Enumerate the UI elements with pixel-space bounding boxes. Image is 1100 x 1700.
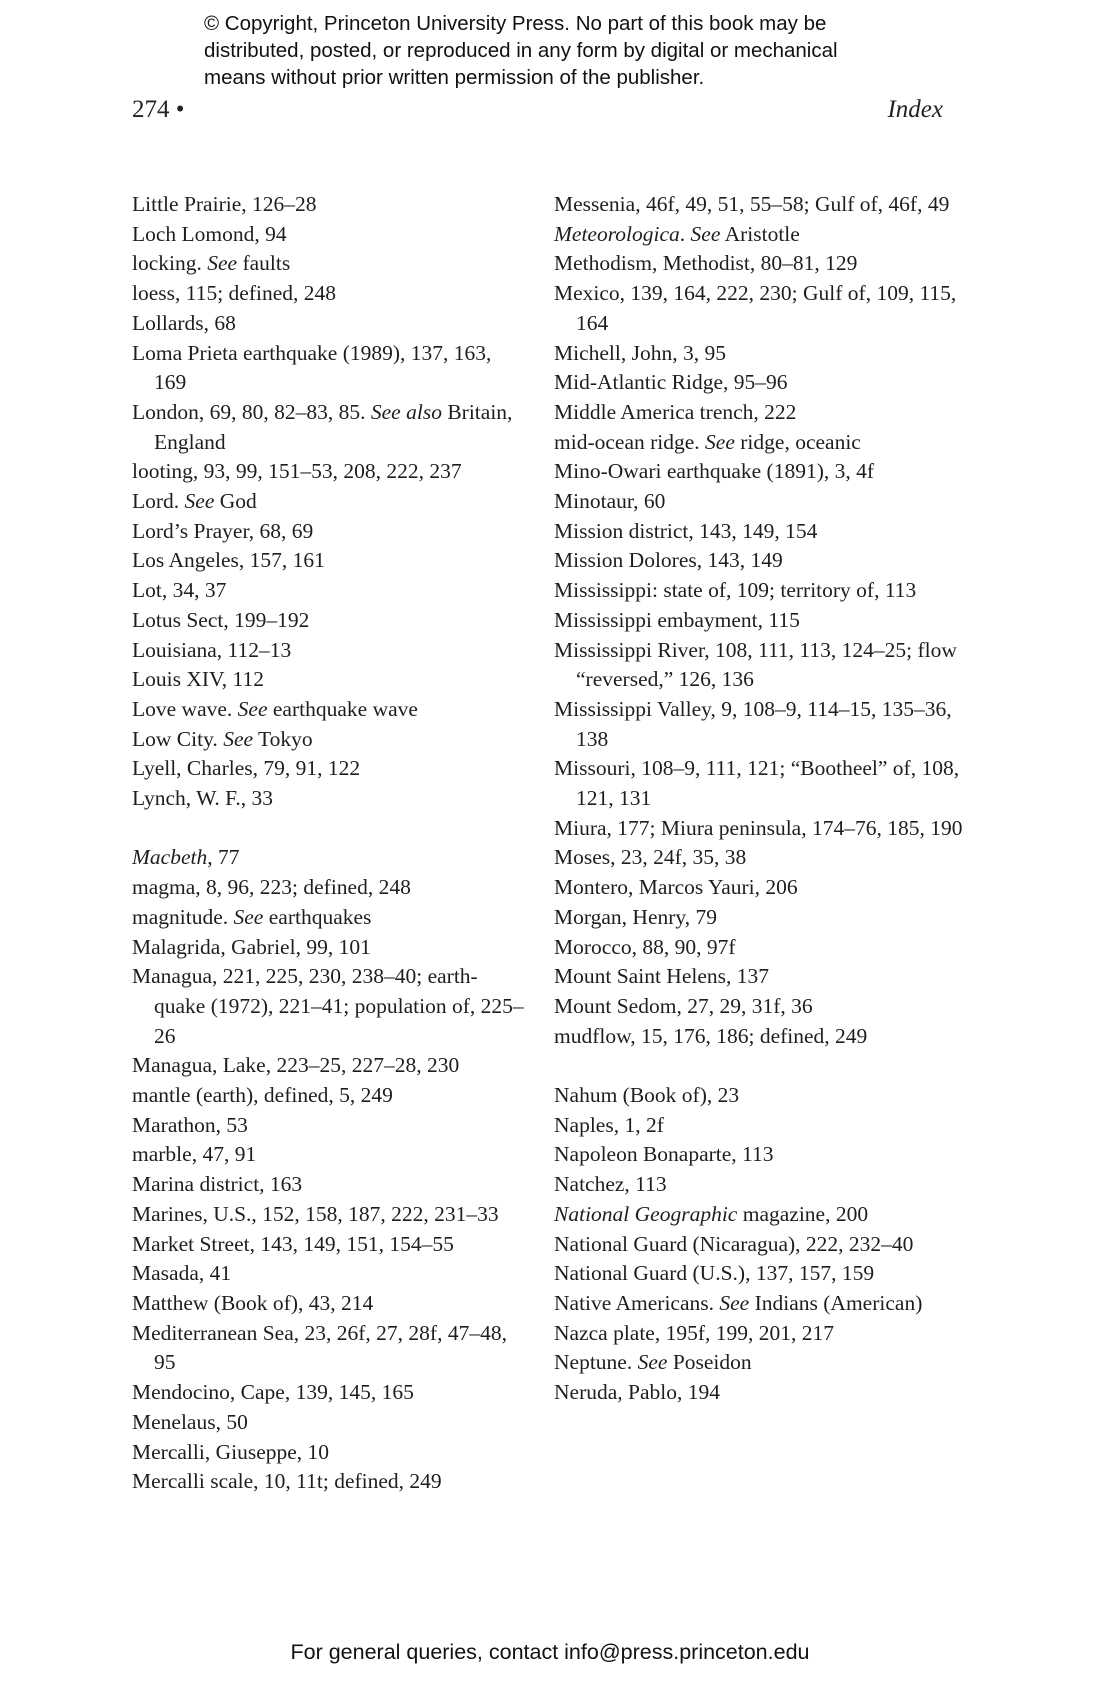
index-entry-text: magma, 8, 96, 223; defined, 248 bbox=[132, 875, 411, 900]
index-entry-text: marble, 47, 91 bbox=[132, 1142, 257, 1167]
index-entry bbox=[554, 339, 964, 369]
index-entry-italic-text: See also bbox=[370, 399, 442, 424]
index-entry-text: Poseidon bbox=[667, 1350, 752, 1375]
index-entry bbox=[132, 933, 527, 963]
index-entry-text: mudflow, 15, 176, 186; defined, 249 bbox=[554, 1023, 868, 1048]
copyright-line: distributed, posted, or reproduced in any form by digital or mechanical bbox=[204, 39, 838, 62]
index-entry-text: mid-ocean ridge. bbox=[554, 429, 706, 454]
index-entry-text: Los Angeles, 157, 161 bbox=[132, 548, 325, 573]
index-entry bbox=[554, 933, 964, 963]
index-entry-text: London, 69, 80, 82–83, 85. bbox=[132, 399, 371, 424]
index-entry bbox=[132, 784, 527, 814]
index-entry-text: Love wave. bbox=[132, 696, 238, 721]
index-entry-text: Mexico, 139, 164, 222, 230; Gulf of, 109, 115, 164 bbox=[554, 281, 957, 335]
index-entry-text: Lotus Sect, 199–192 bbox=[132, 607, 310, 632]
index-entry bbox=[132, 1438, 527, 1468]
index-entry-text: Masada, 41 bbox=[132, 1261, 232, 1286]
index-entry bbox=[132, 1467, 527, 1497]
section-title: Index bbox=[887, 96, 943, 123]
index-entry-text: National Guard (U.S.), 137, 157, 159 bbox=[554, 1261, 875, 1286]
index-entry bbox=[554, 992, 964, 1022]
index-entry-italic-text: See bbox=[719, 1291, 750, 1315]
index-entry bbox=[554, 1378, 964, 1408]
index-entry-text: Moses, 23, 24f, 35, 38 bbox=[554, 845, 747, 870]
index-entry bbox=[132, 1319, 527, 1378]
index-entry bbox=[554, 1022, 964, 1052]
index-entry-text: Mid-Atlantic Ridge, 95–96 bbox=[554, 370, 788, 395]
index-entry bbox=[132, 398, 527, 457]
index-entry bbox=[554, 636, 964, 695]
index-entry bbox=[132, 249, 527, 279]
letter-group-separator bbox=[554, 1051, 964, 1081]
index-entry bbox=[132, 1408, 527, 1438]
index-entry-text: Mercalli scale, 10, 11t; defined, 249 bbox=[132, 1469, 442, 1494]
index-entry-text: Managua, 221, 225, 230, 238–40; earth-quake (1972), 221–41; population of, 225–26 bbox=[132, 964, 524, 1048]
index-entry-text: Neruda, Pablo, 194 bbox=[554, 1380, 720, 1405]
index-entry bbox=[132, 517, 527, 547]
index-entry bbox=[554, 576, 964, 606]
index-entry-text: loess, 115; defined, 248 bbox=[132, 281, 337, 306]
index-entry-text: Mount Saint Helens, 137 bbox=[554, 964, 769, 989]
index-entry bbox=[132, 1111, 527, 1141]
index-entry bbox=[132, 962, 527, 1051]
index-entry-text: Indians (American) bbox=[749, 1291, 923, 1315]
page-number: 274 • bbox=[132, 96, 185, 123]
index-entry-text: Mississippi Valley, 9, 108–9, 114–15, 135–36, 138 bbox=[554, 696, 952, 751]
index-entry bbox=[554, 457, 964, 487]
index-entry-text: Nazca plate, 195f, 199, 201, 217 bbox=[554, 1320, 835, 1345]
index-entry bbox=[554, 249, 964, 279]
index-column-right bbox=[554, 190, 964, 1408]
index-entry-text: Low City. bbox=[132, 726, 224, 751]
index-entry-text: Natchez, 113 bbox=[554, 1172, 667, 1197]
index-entry bbox=[554, 1200, 964, 1230]
index-entry-text: Mississippi River, 108, 111, 113, 124–25; flow “reversed,” 126, 136 bbox=[554, 637, 957, 692]
index-entry-italic-text: See bbox=[184, 489, 215, 514]
index-entry-text: Methodism, Methodist, 80–81, 129 bbox=[554, 251, 858, 276]
index-entry-text: Marina district, 163 bbox=[132, 1172, 303, 1197]
index-entry-text: Mercalli, Giuseppe, 10 bbox=[132, 1439, 330, 1464]
index-entry-text: Messenia, 46f, 49, 51, 55–58; Gulf of, 46f, 49 bbox=[554, 192, 950, 216]
index-entry bbox=[132, 725, 527, 755]
index-entry-italic-text: See bbox=[223, 726, 254, 751]
index-entry bbox=[132, 546, 527, 576]
index-entry-text: Morgan, Henry, 79 bbox=[554, 904, 718, 929]
index-entry-text: Managua, Lake, 223–25, 227–28, 230 bbox=[132, 1053, 460, 1078]
index-entry-text: Nahum (Book of), 23 bbox=[554, 1083, 740, 1108]
index-entry-text: Lot, 34, 37 bbox=[132, 578, 227, 603]
index-entry bbox=[132, 606, 527, 636]
index-entry-text: Native Americans. bbox=[554, 1291, 720, 1315]
index-entry-text: God bbox=[214, 489, 257, 514]
index-entry bbox=[132, 576, 527, 606]
index-entry-italic-text: See bbox=[207, 251, 238, 276]
index-entry bbox=[554, 546, 964, 576]
index-entry-text: Louis XIV, 112 bbox=[132, 667, 264, 692]
index-entry-text: Louisiana, 112–13 bbox=[132, 637, 292, 662]
index-entry-text: Missouri, 108–9, 111, 121; “Bootheel” of, 108, 121, 131 bbox=[554, 756, 960, 811]
index-entry-text: ridge, oceanic bbox=[734, 429, 861, 454]
index-entry-text: Lord’s Prayer, 68, 69 bbox=[132, 518, 314, 543]
index-entry-text: faults bbox=[237, 251, 291, 276]
index-entry bbox=[132, 1259, 527, 1289]
index-entry-text: Lollards, 68 bbox=[132, 310, 236, 335]
index-entry bbox=[132, 843, 527, 873]
index-entry bbox=[132, 487, 527, 517]
index-entry bbox=[132, 903, 527, 933]
index-entry-text: Neptune. bbox=[554, 1350, 638, 1375]
index-entry-text: Marines, U.S., 152, 158, 187, 222, 231–33 bbox=[132, 1201, 499, 1226]
index-entry bbox=[132, 1081, 527, 1111]
index-entry-text: Aristotle bbox=[720, 221, 800, 246]
index-entry bbox=[554, 279, 964, 338]
index-entry-text: Mississippi embayment, 115 bbox=[554, 607, 800, 632]
index-entry bbox=[554, 517, 964, 547]
index-entry-italic-text: National Geographic bbox=[554, 1201, 738, 1226]
copyright-line: © Copyright, Princeton University Press. No part of this book may be bbox=[204, 12, 827, 35]
index-entry-text: earthquake wave bbox=[267, 696, 418, 721]
index-entry-text: Napoleon Bonaparte, 113 bbox=[554, 1142, 774, 1167]
index-entry-text: , 77 bbox=[207, 845, 240, 870]
index-entry bbox=[132, 1170, 527, 1200]
index-entry-text: earthquakes bbox=[263, 904, 372, 929]
index-entry-text: Lord. bbox=[132, 489, 185, 514]
copyright-notice bbox=[204, 10, 964, 91]
index-entry-text: Montero, Marcos Yauri, 206 bbox=[554, 875, 798, 900]
index-entry bbox=[132, 279, 527, 309]
index-entry-text: magnitude. bbox=[132, 904, 234, 929]
index-entry bbox=[554, 1170, 964, 1200]
index-entry-text: Loch Lomond, 94 bbox=[132, 221, 287, 246]
index-entry bbox=[554, 1081, 964, 1111]
index-entry bbox=[554, 606, 964, 636]
index-entry bbox=[132, 1378, 527, 1408]
index-entry-text: National Guard (Nicaragua), 222, 232–40 bbox=[554, 1231, 914, 1256]
index-entry bbox=[554, 814, 964, 844]
index-entry bbox=[132, 1051, 527, 1081]
index-entry bbox=[132, 1140, 527, 1170]
index-entry bbox=[554, 873, 964, 903]
index-entry-italic-text: See bbox=[233, 904, 264, 929]
index-entry-text: Michell, John, 3, 95 bbox=[554, 340, 726, 365]
index-entry bbox=[132, 665, 527, 695]
index-entry-text: Mino-Owari earthquake (1891), 3, 4f bbox=[554, 459, 875, 484]
copyright-line: means without prior written permission of the publisher. bbox=[204, 66, 705, 89]
index-entry bbox=[132, 754, 527, 784]
index-entry bbox=[554, 1289, 964, 1319]
index-entry-text: mantle (earth), defined, 5, 249 bbox=[132, 1083, 393, 1108]
index-entry bbox=[132, 339, 527, 398]
index-entry bbox=[554, 428, 964, 458]
index-entry-text: Mississippi: state of, 109; territory of, 113 bbox=[554, 578, 917, 603]
letter-group-separator bbox=[132, 814, 527, 844]
index-entry bbox=[132, 220, 527, 250]
index-entry bbox=[132, 636, 527, 666]
index-list bbox=[554, 190, 964, 1408]
running-head bbox=[132, 96, 943, 130]
index-entry-text: Malagrida, Gabriel, 99, 101 bbox=[132, 934, 371, 959]
index-entry-text: Mount Sedom, 27, 29, 31f, 36 bbox=[554, 993, 813, 1018]
index-entry-text: Matthew (Book of), 43, 214 bbox=[132, 1291, 374, 1315]
index-entry-text: Little Prairie, 126–28 bbox=[132, 192, 317, 216]
index-entry bbox=[132, 1230, 527, 1260]
index-entry-text: Morocco, 88, 90, 97f bbox=[554, 934, 736, 959]
index-entry-text: Middle America trench, 222 bbox=[554, 399, 797, 424]
index-entry-text: Lyell, Charles, 79, 91, 122 bbox=[132, 756, 361, 781]
index-entry bbox=[554, 754, 964, 813]
index-entry bbox=[554, 487, 964, 517]
index-entry-italic-text: Macbeth bbox=[132, 845, 208, 870]
index-entry bbox=[554, 1348, 964, 1378]
index-entry bbox=[554, 398, 964, 428]
index-entry bbox=[554, 1230, 964, 1260]
index-entry-text: magazine, 200 bbox=[737, 1201, 869, 1226]
index-entry bbox=[554, 368, 964, 398]
index-entry-italic-text: See bbox=[237, 696, 268, 721]
index-entry bbox=[554, 1319, 964, 1349]
index-entry-text: Naples, 1, 2f bbox=[554, 1112, 664, 1137]
index-entry-text: Britain, England bbox=[154, 399, 513, 454]
footer-contact: For general queries, contact info@press.princeton.edu bbox=[290, 1640, 810, 1664]
index-column-left bbox=[132, 190, 527, 1497]
index-entry-text: Tokyo bbox=[253, 726, 313, 751]
index-entry-text: Mission district, 143, 149, 154 bbox=[554, 518, 818, 543]
index-entry-italic-text: See bbox=[705, 429, 735, 454]
index-entry-text: Menelaus, 50 bbox=[132, 1409, 248, 1434]
index-entry-text: Market Street, 143, 149, 151, 154–55 bbox=[132, 1231, 454, 1256]
index-entry bbox=[132, 190, 527, 220]
index-entry-text: . bbox=[679, 221, 691, 246]
index-entry-text: Loma Prieta earthquake (1989), 137, 163, 169 bbox=[132, 340, 492, 395]
index-list bbox=[132, 190, 527, 1497]
index-entry-italic-text: See bbox=[637, 1350, 668, 1375]
index-entry bbox=[554, 1111, 964, 1141]
index-entry bbox=[554, 843, 964, 873]
index-entry-italic-text: Meteorologica bbox=[554, 221, 680, 246]
index-entry-text: Minotaur, 60 bbox=[554, 489, 666, 514]
index-entry bbox=[132, 457, 527, 487]
index-entry-italic-text: See bbox=[690, 221, 721, 246]
index-entry bbox=[554, 962, 964, 992]
index-entry-text: looting, 93, 99, 151–53, 208, 222, 237 bbox=[132, 459, 462, 484]
index-entry bbox=[554, 1259, 964, 1289]
index-entry-text: Mission Dolores, 143, 149 bbox=[554, 548, 783, 573]
index-entry bbox=[554, 695, 964, 754]
index-entry bbox=[132, 1289, 527, 1319]
index-entry-text: Lynch, W. F., 33 bbox=[132, 786, 274, 811]
index-entry bbox=[554, 1140, 964, 1170]
index-entry bbox=[132, 309, 527, 339]
index-entry bbox=[132, 695, 527, 725]
index-entry-text: Mediterranean Sea, 23, 26f, 27, 28f, 47–48, 95 bbox=[132, 1320, 507, 1375]
index-entry-text: Miura, 177; Miura peninsula, 174–76, 185, 190 bbox=[554, 815, 963, 840]
index-entry bbox=[554, 220, 964, 250]
index-entry-text: Mendocino, Cape, 139, 145, 165 bbox=[132, 1380, 414, 1405]
index-entry bbox=[554, 190, 964, 220]
index-entry-text: Marathon, 53 bbox=[132, 1112, 248, 1137]
index-entry bbox=[554, 903, 964, 933]
index-entry bbox=[132, 873, 527, 903]
index-entry bbox=[132, 1200, 527, 1230]
index-entry-text: locking. bbox=[132, 251, 208, 276]
